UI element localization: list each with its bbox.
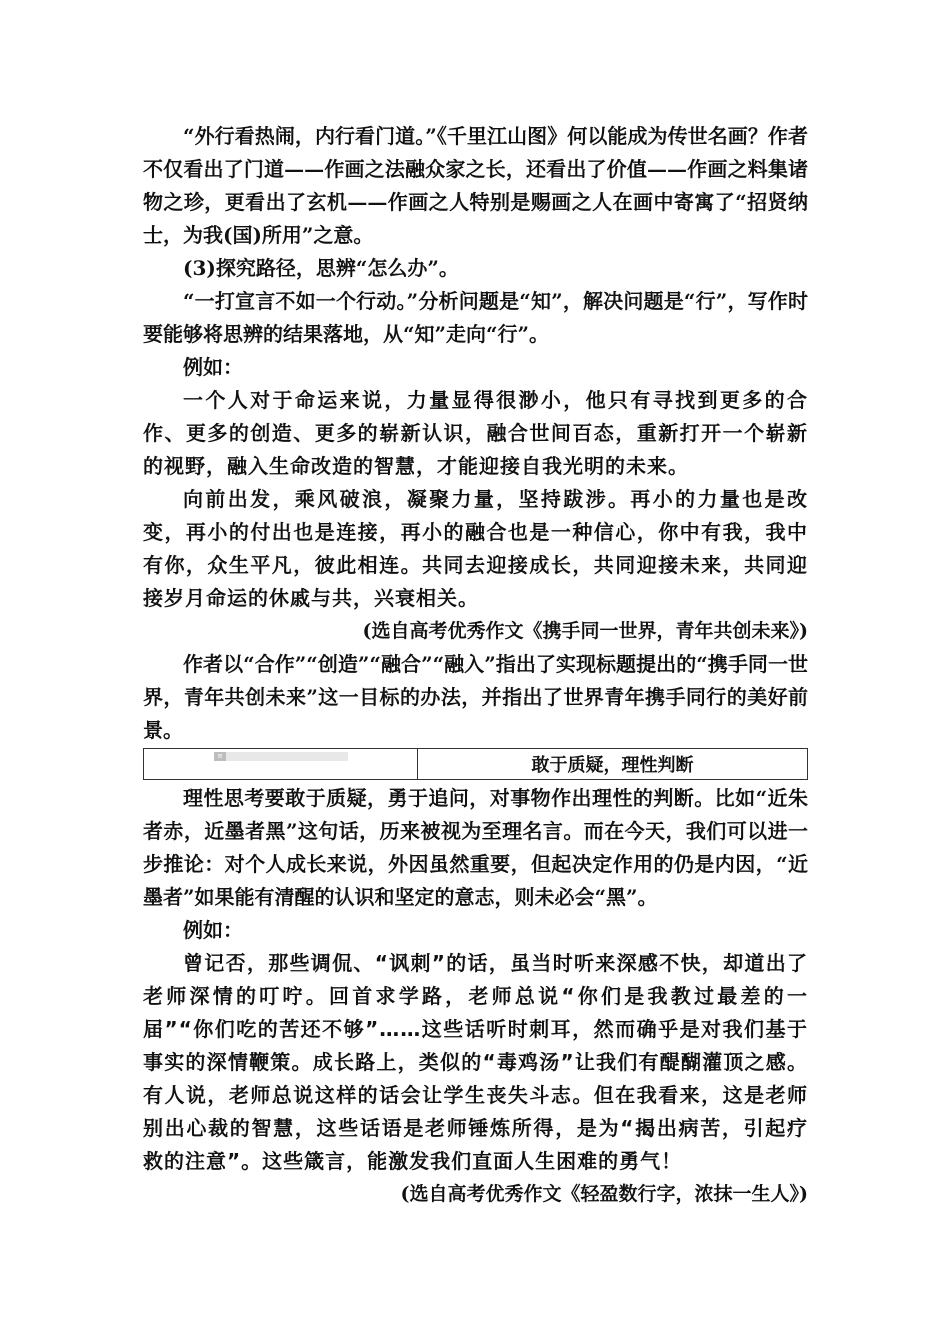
paragraph-rational: 理性思考要敢于质疑，勇于追问，对事物作出理性的判断。比如“近朱者赤，近墨者黑”这句话，历来被视为至理名言。而在今天，我们可以进一步推论：对个人成长来说，外因虽然重要，但起决定作用的仍是内因，“近墨者”如果能有清醒的认识和坚定的意志，则未必会“黑”。 bbox=[143, 786, 808, 909]
menu-icon: ≡ bbox=[214, 752, 226, 761]
section-heading-3: (3)探究路径，思辨“怎么办”。 bbox=[183, 256, 459, 280]
paragraph-analysis: 作者以“合作”“创造”“融合”“融入”指出了实现标题提出的“携手同一世界，青年共创未来”这一目标的办法，并指出了世界青年携手同行的美好前景。 bbox=[143, 652, 808, 742]
example-paragraph: 向前出发，乘风破浪，凝聚力量，坚持跋涉。再小的力量也是改变，再小的付出也是连接，再小的融合也是一种信心，你中有我，我中有你，众生平凡，彼此相连。共同去迎接成长，共同迎接未来，共同迎接岁月命运的休戚与共，兴衰相关。 bbox=[143, 487, 808, 610]
banner-title: 敢于质疑，理性判断 bbox=[531, 755, 694, 776]
section-banner bbox=[143, 748, 808, 780]
example-paragraph: 曾记否，那些调侃、“讽刺”的话，虽当时听来深感不快，却道出了老师深情的叮咛。回首求学路，老师总说“你们是我教过最差的一届”“你们吃的苦还不够”……这些话听时刺耳，然而确乎是对我们基于事实的深情鞭策。成长路上，类似的“毒鸡汤”让我们有醍醐灌顶之感。有人说，老师总说这样的话会让学生丧失斗志。但在我看来，这是老师别出心裁的智慧，这些话语是老师锤炼所得，是为“揭出病苦，引起疗救的注意”。这些箴言，能激发我们直面人生困难的勇气！ bbox=[143, 951, 808, 1173]
source-citation: (选自高考优秀作文《携手同一世界，青年共创未来》) bbox=[362, 620, 808, 642]
banner-decoration bbox=[214, 752, 348, 761]
example-paragraph: 一个人对于命运来说，力量显得很渺小，他只有寻找到更多的合作、更多的创造、更多的崭新认识，融合世间百态，重新打开一个崭新的视野，融入生命改造的智慧，才能迎接自我光明的未来。 bbox=[143, 388, 808, 478]
document-page bbox=[143, 120, 808, 1211]
example-label: 例如： bbox=[183, 918, 243, 942]
paragraph-action: “一打宣言不如一个行动。”分析问题是“知”，解决问题是“行”，写作时要能够将思辨的结果落地，从“知”走向“行”。 bbox=[143, 289, 808, 346]
banner-left-cell bbox=[144, 749, 418, 779]
example-label: 例如： bbox=[183, 355, 243, 379]
source-citation: (选自高考优秀作文《轻盈数行字，浓抹一生人》) bbox=[400, 1183, 808, 1205]
paragraph-intro: “外行看热闹，内行看门道。”《千里江山图》何以能成为传世名画？作者不仅看出了门道——作画之法融众家之长，还看出了价值——作画之料集诸物之珍，更看出了玄机——作画之人特别是赐画之人在画中寄寓了“招贤纳士，为我(国)所用”之意。 bbox=[143, 124, 808, 247]
